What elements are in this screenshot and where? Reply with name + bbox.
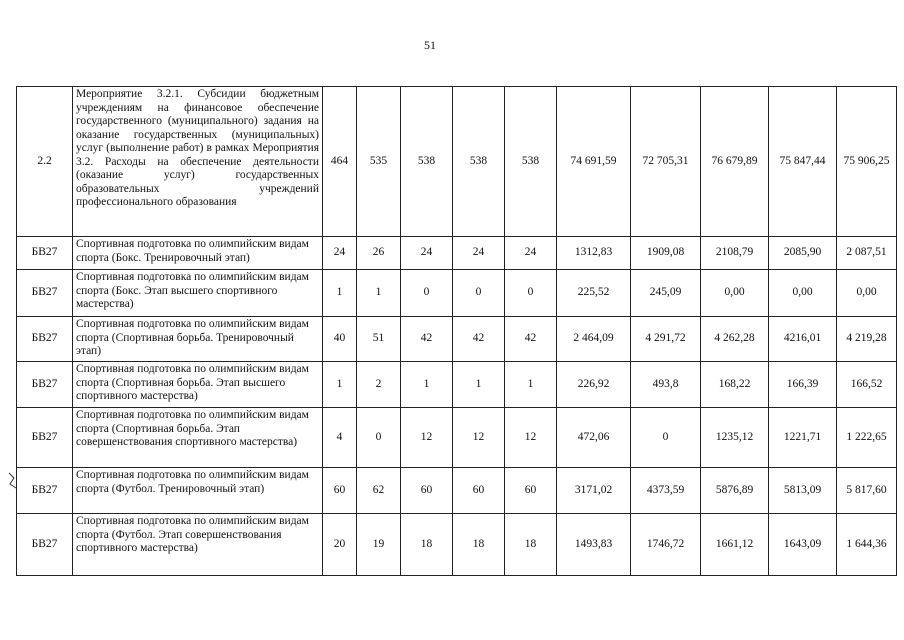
value-cell: 493,8 bbox=[631, 362, 701, 408]
value-cell: 4 bbox=[323, 408, 357, 468]
value-cell: 0,00 bbox=[769, 270, 837, 317]
row-description: Спортивная подготовка по олимпийским видам спорта (Бокс. Тренировочный этап) bbox=[73, 237, 323, 270]
row-code: БВ27 bbox=[17, 237, 73, 270]
value-cell: 42 bbox=[505, 317, 557, 362]
value-cell: 538 bbox=[505, 87, 557, 237]
value-cell: 0 bbox=[357, 408, 401, 468]
value-cell: 4216,01 bbox=[769, 317, 837, 362]
value-cell: 60 bbox=[453, 468, 505, 514]
table-row bbox=[17, 270, 897, 317]
value-cell: 1493,83 bbox=[557, 514, 631, 576]
row-description: Спортивная подготовка по олимпийским видам спорта (Футбол. Тренировочный этап) bbox=[73, 468, 323, 514]
table-row bbox=[17, 514, 897, 576]
value-cell: 26 bbox=[357, 237, 401, 270]
value-cell: 166,52 bbox=[837, 362, 897, 408]
value-cell: 12 bbox=[505, 408, 557, 468]
table-row bbox=[17, 408, 897, 468]
value-cell: 18 bbox=[453, 514, 505, 576]
value-cell: 24 bbox=[505, 237, 557, 270]
row-code: БВ27 bbox=[17, 317, 73, 362]
value-cell: 62 bbox=[357, 468, 401, 514]
value-cell: 75 847,44 bbox=[769, 87, 837, 237]
value-cell: 1235,12 bbox=[701, 408, 769, 468]
value-cell: 0 bbox=[401, 270, 453, 317]
value-cell: 472,06 bbox=[557, 408, 631, 468]
table-row bbox=[17, 362, 897, 408]
value-cell: 19 bbox=[357, 514, 401, 576]
value-cell: 2 bbox=[357, 362, 401, 408]
page-number: 51 bbox=[424, 38, 436, 52]
row-code: БВ27 bbox=[17, 514, 73, 576]
table-row bbox=[17, 468, 897, 514]
table-row bbox=[17, 237, 897, 270]
value-cell: 1 644,36 bbox=[837, 514, 897, 576]
row-code: БВ27 bbox=[17, 362, 73, 408]
value-cell: 0 bbox=[453, 270, 505, 317]
value-cell: 42 bbox=[401, 317, 453, 362]
value-cell: 1 bbox=[505, 362, 557, 408]
value-cell: 1312,83 bbox=[557, 237, 631, 270]
value-cell: 1643,09 bbox=[769, 514, 837, 576]
value-cell: 4 262,28 bbox=[701, 317, 769, 362]
row-description: Спортивная подготовка по олимпийским видам спорта (Спортивная борьба. Этап совершенствования спортивного мастерства) bbox=[73, 408, 323, 468]
row-code: БВ27 bbox=[17, 468, 73, 514]
row-description: Спортивная подготовка по олимпийским видам спорта (Бокс. Этап высшего спортивного мастерства) bbox=[73, 270, 323, 317]
pen-mark bbox=[6, 470, 24, 492]
value-cell: 12 bbox=[453, 408, 505, 468]
value-cell: 2108,79 bbox=[701, 237, 769, 270]
value-cell: 225,52 bbox=[557, 270, 631, 317]
value-cell: 60 bbox=[323, 468, 357, 514]
value-cell: 4 291,72 bbox=[631, 317, 701, 362]
row-code: БВ27 bbox=[17, 270, 73, 317]
value-cell: 20 bbox=[323, 514, 357, 576]
value-cell: 60 bbox=[401, 468, 453, 514]
value-cell: 2 087,51 bbox=[837, 237, 897, 270]
value-cell: 42 bbox=[453, 317, 505, 362]
value-cell: 1661,12 bbox=[701, 514, 769, 576]
row-description: Спортивная подготовка по олимпийским видам спорта (Спортивная борьба. Тренировочный этап) bbox=[73, 317, 323, 362]
value-cell: 1 bbox=[323, 270, 357, 317]
row-code: 2.2 bbox=[17, 87, 73, 237]
value-cell: 72 705,31 bbox=[631, 87, 701, 237]
value-cell: 166,39 bbox=[769, 362, 837, 408]
table-row bbox=[17, 317, 897, 362]
value-cell: 76 679,89 bbox=[701, 87, 769, 237]
value-cell: 5813,09 bbox=[769, 468, 837, 514]
value-cell: 4373,59 bbox=[631, 468, 701, 514]
budget-table bbox=[16, 86, 897, 576]
value-cell: 4 219,28 bbox=[837, 317, 897, 362]
value-cell: 538 bbox=[401, 87, 453, 237]
value-cell: 24 bbox=[401, 237, 453, 270]
value-cell: 1 bbox=[453, 362, 505, 408]
value-cell: 464 bbox=[323, 87, 357, 237]
value-cell: 5876,89 bbox=[701, 468, 769, 514]
value-cell: 1 bbox=[357, 270, 401, 317]
value-cell: 538 bbox=[453, 87, 505, 237]
value-cell: 0,00 bbox=[837, 270, 897, 317]
row-description: Спортивная подготовка по олимпийским видам спорта (Спортивная борьба. Этап высшего спортивного мастерства) bbox=[73, 362, 323, 408]
value-cell: 18 bbox=[505, 514, 557, 576]
value-cell: 245,09 bbox=[631, 270, 701, 317]
value-cell: 3171,02 bbox=[557, 468, 631, 514]
value-cell: 1 bbox=[323, 362, 357, 408]
row-description: Мероприятие 3.2.1. Субсидии бюджетным учреждениям на финансовое обеспечение государственного (муниципального) задания на оказание государственных (муниципальных) услуг (выполнение работ) в рамках Мероприятия 3.2. Расходы на обеспечение деятельности (оказание услуг) государственных образовательных учреждений профессионального образования bbox=[73, 87, 323, 237]
value-cell: 1 bbox=[401, 362, 453, 408]
value-cell: 2 464,09 bbox=[557, 317, 631, 362]
value-cell: 1 222,65 bbox=[837, 408, 897, 468]
value-cell: 0 bbox=[505, 270, 557, 317]
value-cell: 1746,72 bbox=[631, 514, 701, 576]
value-cell: 226,92 bbox=[557, 362, 631, 408]
value-cell: 0,00 bbox=[701, 270, 769, 317]
value-cell: 75 906,25 bbox=[837, 87, 897, 237]
value-cell: 5 817,60 bbox=[837, 468, 897, 514]
value-cell: 60 bbox=[505, 468, 557, 514]
value-cell: 51 bbox=[357, 317, 401, 362]
table-row bbox=[17, 87, 897, 237]
row-code: БВ27 bbox=[17, 408, 73, 468]
value-cell: 18 bbox=[401, 514, 453, 576]
value-cell: 12 bbox=[401, 408, 453, 468]
value-cell: 40 bbox=[323, 317, 357, 362]
value-cell: 74 691,59 bbox=[557, 87, 631, 237]
value-cell: 0 bbox=[631, 408, 701, 468]
value-cell: 168,22 bbox=[701, 362, 769, 408]
value-cell: 2085,90 bbox=[769, 237, 837, 270]
value-cell: 1909,08 bbox=[631, 237, 701, 270]
value-cell: 24 bbox=[323, 237, 357, 270]
value-cell: 24 bbox=[453, 237, 505, 270]
value-cell: 1221,71 bbox=[769, 408, 837, 468]
value-cell: 535 bbox=[357, 87, 401, 237]
row-description: Спортивная подготовка по олимпийским видам спорта (Футбол. Этап совершенствования спортивного мастерства) bbox=[73, 514, 323, 576]
